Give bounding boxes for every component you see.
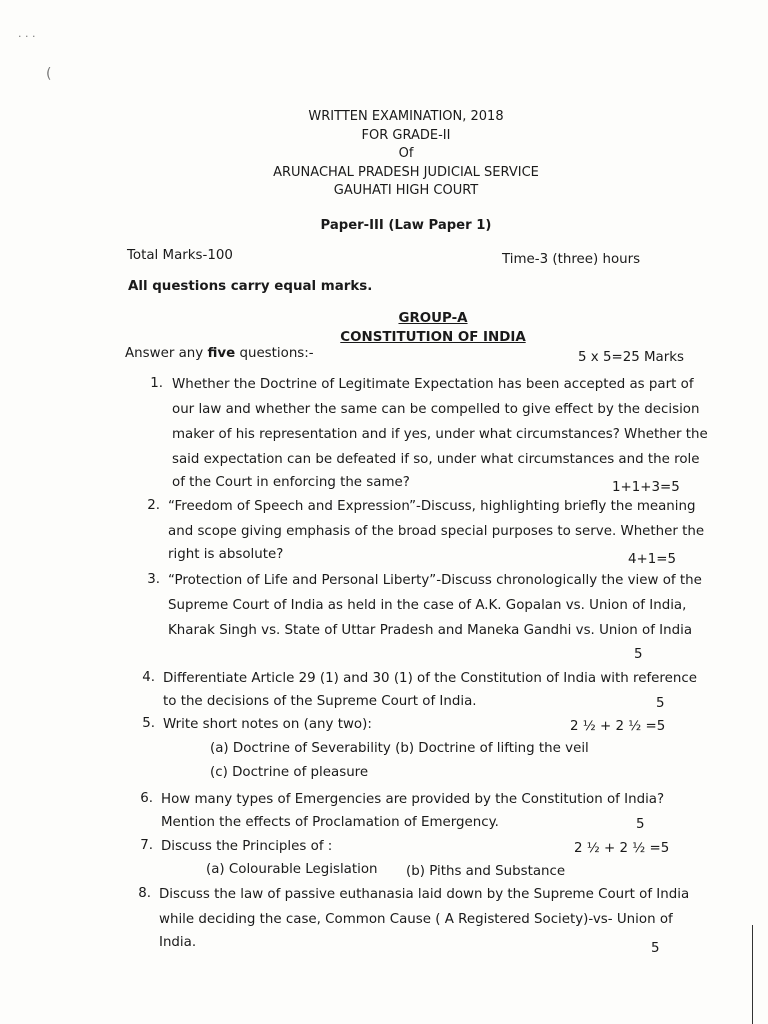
question-number: 3. xyxy=(147,572,160,587)
question-marks: 5 xyxy=(634,647,643,662)
question-number: 1. xyxy=(150,376,163,391)
header-line: Of xyxy=(398,146,414,161)
question-line: Mention the effects of Proclamation of Emergency. xyxy=(161,815,499,830)
header-line: WRITTEN EXAMINATION, 2018 xyxy=(308,109,504,124)
question-subitem: (a) Colourable Legislation xyxy=(206,862,378,877)
question-subitem: (c) Doctrine of pleasure xyxy=(210,765,369,780)
question-line: and scope giving emphasis of the broad special purposes to serve. Whether the xyxy=(168,524,705,539)
question-marks: 5 xyxy=(636,817,645,832)
question-number: 2. xyxy=(147,498,160,513)
question-marks: 2 ½ + 2 ½ =5 xyxy=(574,841,670,856)
question-number: 7. xyxy=(140,838,153,853)
question-line: How many types of Emergencies are provided by the Constitution of India? xyxy=(161,792,665,807)
question-marks: 1+1+3=5 xyxy=(612,480,680,495)
group-subject: CONSTITUTION OF INDIA xyxy=(340,330,526,345)
question-line: Differentiate Article 29 (1) and 30 (1) of the Constitution of India with reference xyxy=(163,671,697,686)
group-heading xyxy=(0,309,768,347)
exam-header xyxy=(0,108,768,201)
total-marks: Total Marks-100 xyxy=(127,248,233,263)
question-line: Kharak Singh vs. State of Uttar Pradesh and Maneka Gandhi vs. Union of India xyxy=(168,623,693,638)
answer-suffix: questions:- xyxy=(235,346,314,361)
header-line: ARUNACHAL PRADESH JUDICIAL SERVICE xyxy=(273,164,539,180)
scan-edge-line xyxy=(752,925,753,1024)
equal-marks-note: All questions carry equal marks. xyxy=(128,279,373,294)
group-title: GROUP-A xyxy=(398,311,468,326)
question-line: right is absolute? xyxy=(168,547,284,562)
question-line: maker of his representation and if yes, under what circumstances? Whether the xyxy=(172,427,708,442)
question-number: 4. xyxy=(142,670,155,685)
question-line: Supreme Court of India as held in the case of A.K. Gopalan vs. Union of India, xyxy=(168,598,687,613)
paper-title: Paper-III (Law Paper 1) xyxy=(320,218,492,233)
header-line: FOR GRADE-II xyxy=(361,127,451,143)
question-line: while deciding the case, Common Cause ( A Registered Society)-vs- Union of xyxy=(159,912,673,927)
question-number: 6. xyxy=(140,791,153,806)
question-subitem: (a) Doctrine of Severability (b) Doctrine of lifting the veil xyxy=(210,741,589,756)
question-line: Whether the Doctrine of Legitimate Expectation has been accepted as part of xyxy=(172,377,694,392)
question-marks: 5 xyxy=(651,941,660,956)
scan-speck: · · · xyxy=(18,30,36,43)
exam-time: Time-3 (three) hours xyxy=(502,252,641,267)
answer-instruction xyxy=(125,346,314,361)
group-marks: 5 x 5=25 Marks xyxy=(578,350,684,365)
question-line: our law and whether the same can be compelled to give effect by the decision xyxy=(172,402,700,417)
question-marks: 4+1=5 xyxy=(628,552,676,567)
question-line: Discuss the law of passive euthanasia laid down by the Supreme Court of India xyxy=(159,887,690,902)
question-marks: 2 ½ + 2 ½ =5 xyxy=(570,719,666,734)
question-number: 8. xyxy=(138,886,151,901)
scan-speck: ( xyxy=(46,66,52,82)
question-line: to the decisions of the Supreme Court of India. xyxy=(163,694,477,709)
question-line: said expectation can be defeated if so, under what circumstances and the role xyxy=(172,452,700,467)
header-line: GAUHATI HIGH COURT xyxy=(333,183,479,198)
answer-prefix: Answer any xyxy=(125,346,208,361)
question-marks: 5 xyxy=(656,696,665,711)
question-line: Discuss the Principles of : xyxy=(161,839,333,854)
question-line: India. xyxy=(159,935,197,950)
question-line: “Freedom of Speech and Expression”-Discuss, highlighting briefly the meaning xyxy=(168,499,696,514)
question-subitem: (b) Piths and Substance xyxy=(406,864,566,879)
question-line: of the Court in enforcing the same? xyxy=(172,475,410,490)
question-line: “Protection of Life and Personal Liberty”-Discuss chronologically the view of the xyxy=(168,573,702,588)
question-number: 5. xyxy=(142,716,155,731)
answer-count: five xyxy=(207,346,236,361)
question-line: Write short notes on (any two): xyxy=(163,717,372,732)
